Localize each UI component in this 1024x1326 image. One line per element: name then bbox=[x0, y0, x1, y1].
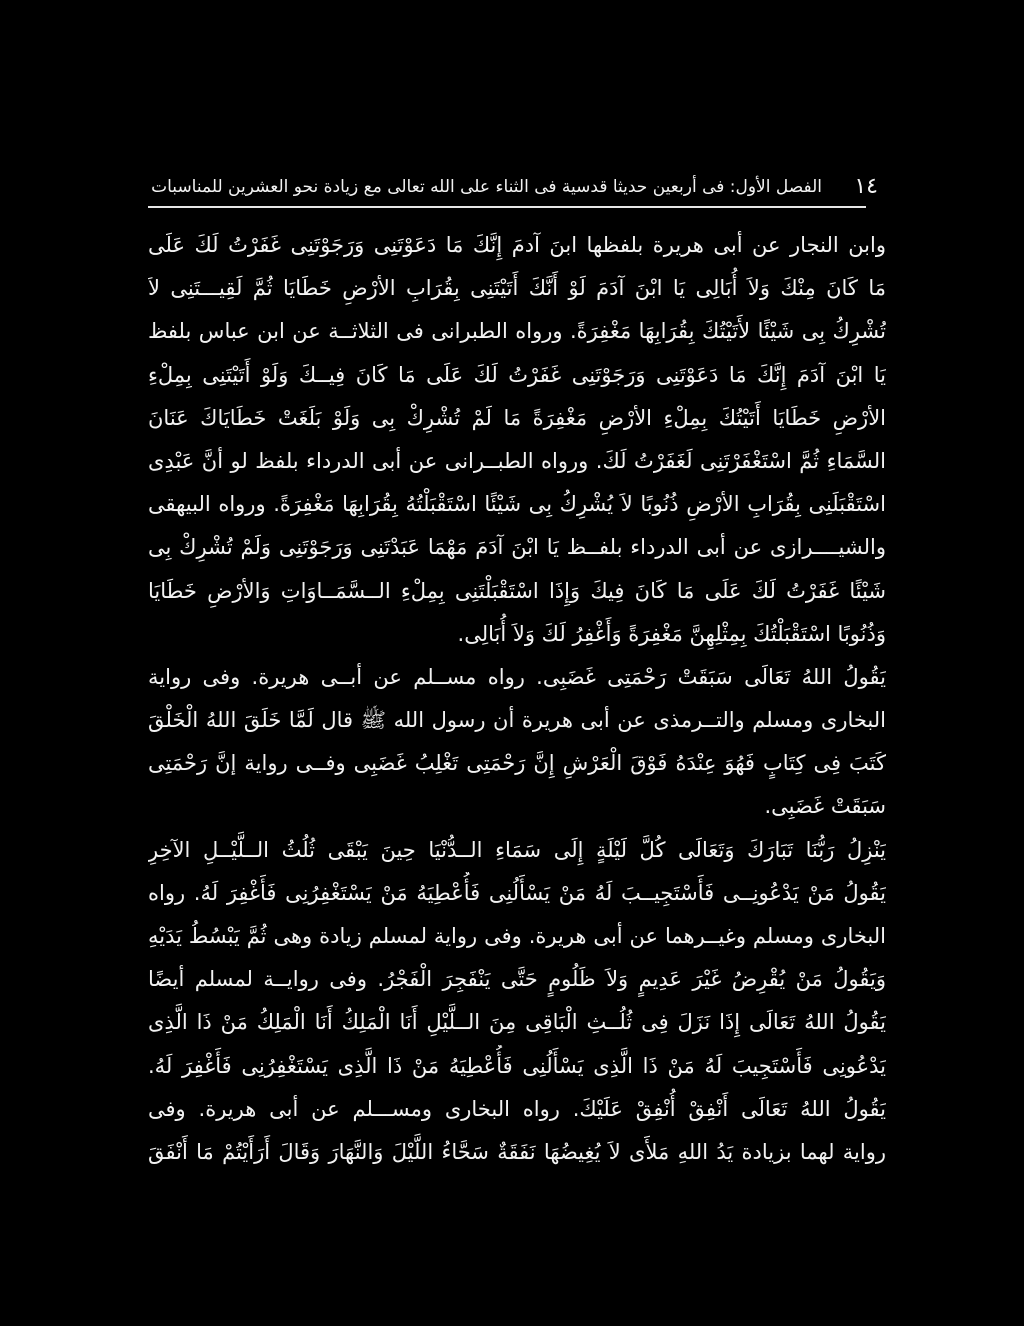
text-line: مَا كَانَ مِنْكَ وَلاَ أُبَالِى يَا ابْنَ آدَمَ لَوْ أَنَّكَ أَتَيْتَنِى بِقُرَابِ الأرْضِ خَطَايَا ثُمَّ لَقِيـــتَنِى لاَ bbox=[148, 276, 886, 301]
text-line: تُشْرِكُ بِى شَيْئًا لأَتَيْتُكَ بِقُرَابِهَا مَغْفِرَةً. ورواه الطبرانى فى الثلاثــة عن ابن عباس بلفظ bbox=[148, 319, 886, 344]
text-line: يَقُولُ اللهُ تَعَالَى إِذَا نَزَلَ فِى ثُلُــثِ الْبَاقِى مِنَ الــلَّيْلِ أَنَا الْمَلِكُ أَنَا الْمَلِكُ مَنْ ذَا الَّذِى bbox=[148, 1010, 886, 1035]
running-head: الفصل الأول: فى أربعين حديثا قدسية فى الثناء على الله تعالى مع زيادة نحو العشرين للمناسبات bbox=[151, 177, 822, 197]
text-line: رواية لهما بزيادة يَدُ اللهِ مَلأَى لاَ يُغِيضُهَا نَفَقَةٌ سَحَّاءُ اللَّيْلَ وَالنَّهَارَ وَقَالَ أَرَأَيْتُمْ مَا أَنْفَقَ bbox=[148, 1139, 886, 1164]
text-line: يَقُولُ مَنْ يَدْعُونِــى فَأَسْتَجِيــبَ لَهُ مَنْ يَسْأَلُنِى فَأُعْطِيَهُ مَنْ يَسْتَغْفِرُنِى فَأَغْفِرَ لَهُ. رواه bbox=[148, 880, 886, 905]
text-line: اسْتَقْبَلَنِى بِقُرَابِ الأرْضِ ذُنُوبًا لاَ يُشْرِكُ بِى شَيْئًا اسْتَقْبَلْتُهُ بِقُرَابِهَا مَغْفِرَةً. ورواه البيهقى bbox=[148, 492, 886, 517]
text-line: البخارى ومسلم والتــرمذى عن أبى هريرة أن رسول الله ﷺ قال لَمَّا خَلَقَ اللهُ الْخَلْقَ bbox=[148, 708, 886, 733]
text-line: والشيــــرازى عن أبى الدرداء بلفــظ يَا ابْنَ آدَمَ مَهْمَا عَبَدْتَنِى وَرَجَوْتَنِى وَلَمْ تُشْرِكْ بِى bbox=[148, 535, 886, 560]
text-line: وَيَقُولُ مَنْ يُقْرِضُ غَيْرَ عَدِيمٍ وَلاَ ظَلُومٍ حَتَّى يَنْفَجِرَ الْفَجْرُ. وفى روايــة لمسلم أيضًا bbox=[148, 967, 886, 992]
text-line: البخارى ومسلم وغيــرهما عن أبى هريرة. وفى رواية لمسلم زيادة وهى ثُمَّ يَبْسُطُ يَدَيْهِ bbox=[148, 924, 886, 948]
text-line: يَدْعُونِى فَأَسْتَجِيبَ لَهُ مَنْ ذَا الَّذِى يَسْأَلُنِى فَأُعْطِيَهُ مَنْ ذَا الَّذِى يَسْتَغْفِرُنِى فَأَغْفِرَ لَهُ. bbox=[148, 1053, 886, 1078]
header-rule bbox=[148, 206, 866, 208]
text-line: يَقُولُ اللهُ تَعَالَى سَبَقَتْ رَحْمَتِى غَضَبِى. رواه مســلم عن أبــى هريرة. وفى رواية bbox=[148, 664, 886, 689]
text-line: الأرْضِ خَطَايَا أَتَيْتُكَ بِمِلْءِ الأرْضِ مَغْفِرَةً مَا لَمْ تُشْرِكْ بِى وَلَوْ بَلَغَتْ خَطَايَاكَ عَنَانَ bbox=[148, 405, 886, 430]
text-line: السَّمَاءِ ثُمَّ اسْتَغْفَرْتَنِى لَغَفَرْتُ لَكَ. ورواه الطبــرانى عن أبى الدرداء بلفظ لو أنَّ عَبْدِى bbox=[148, 448, 886, 473]
text-line: شَيْئًا غَفَرْتُ لَكَ عَلَى مَا كَانَ فِيكَ وَإِذَا اسْتَقْبَلْتَنِى بِمِلْءِ الــسَّمَــاوَاتِ وَالأرْضِ خَطَايَا bbox=[148, 578, 886, 603]
text-line: وابن النجار عن أبى هريرة بلفظها ابنَ آدمَ إِنَّكَ مَا دَعَوْتَنِى وَرَجَوْتَنِى غَفَرْتُ لَكَ عَلَى bbox=[148, 233, 886, 257]
page-number: ١٤ bbox=[854, 174, 878, 199]
text-line: يَا ابْنَ آدَمَ إِنَّكَ مَا دَعَوْتَنِى وَرَجَوْتَنِى غَفَرْتُ لَكَ عَلَى مَا كَانَ فِيــكَ وَلَوْ أَتَيْتَنِى بِمِلْءِ bbox=[148, 362, 886, 387]
text-line: يَنْزِلُ رَبُّنَا تَبَارَكَ وَتَعَالَى كُلَّ لَيْلَةٍ إِلَى سَمَاءِ الــدُّنْيَا حِينَ يَبْقَى ثُلُثُ الــلَّيْــلِ الآخِرِ bbox=[148, 837, 886, 862]
text-line: وَذُنُوبًا اسْتَقْبَلْتُكَ بِمِثْلِهِنَّ مَغْفِرَةً وَأَغْفِرُ لَكَ وَلاَ أُبَالِى. bbox=[457, 621, 886, 646]
text-line: سَبَقَتْ غَضَبِى. bbox=[764, 794, 886, 819]
text-line: كَتَبَ فِى كِتَابٍ فَهُوَ عِنْدَهُ فَوْقَ الْعَرْشِ إِنَّ رَحْمَتِى تَغْلِبُ غَضَبِى وفــى رواية إنَّ رَحْمَتِى bbox=[148, 751, 886, 776]
page-header bbox=[148, 170, 878, 204]
text-line: يَقُولُ اللهُ تَعَالَى أَنْفِقْ أُنْفِقْ عَلَيْكَ. رواه البخارى ومســـلم عن أبى هريرة. وفى bbox=[148, 1096, 886, 1121]
body-text bbox=[148, 224, 886, 1174]
